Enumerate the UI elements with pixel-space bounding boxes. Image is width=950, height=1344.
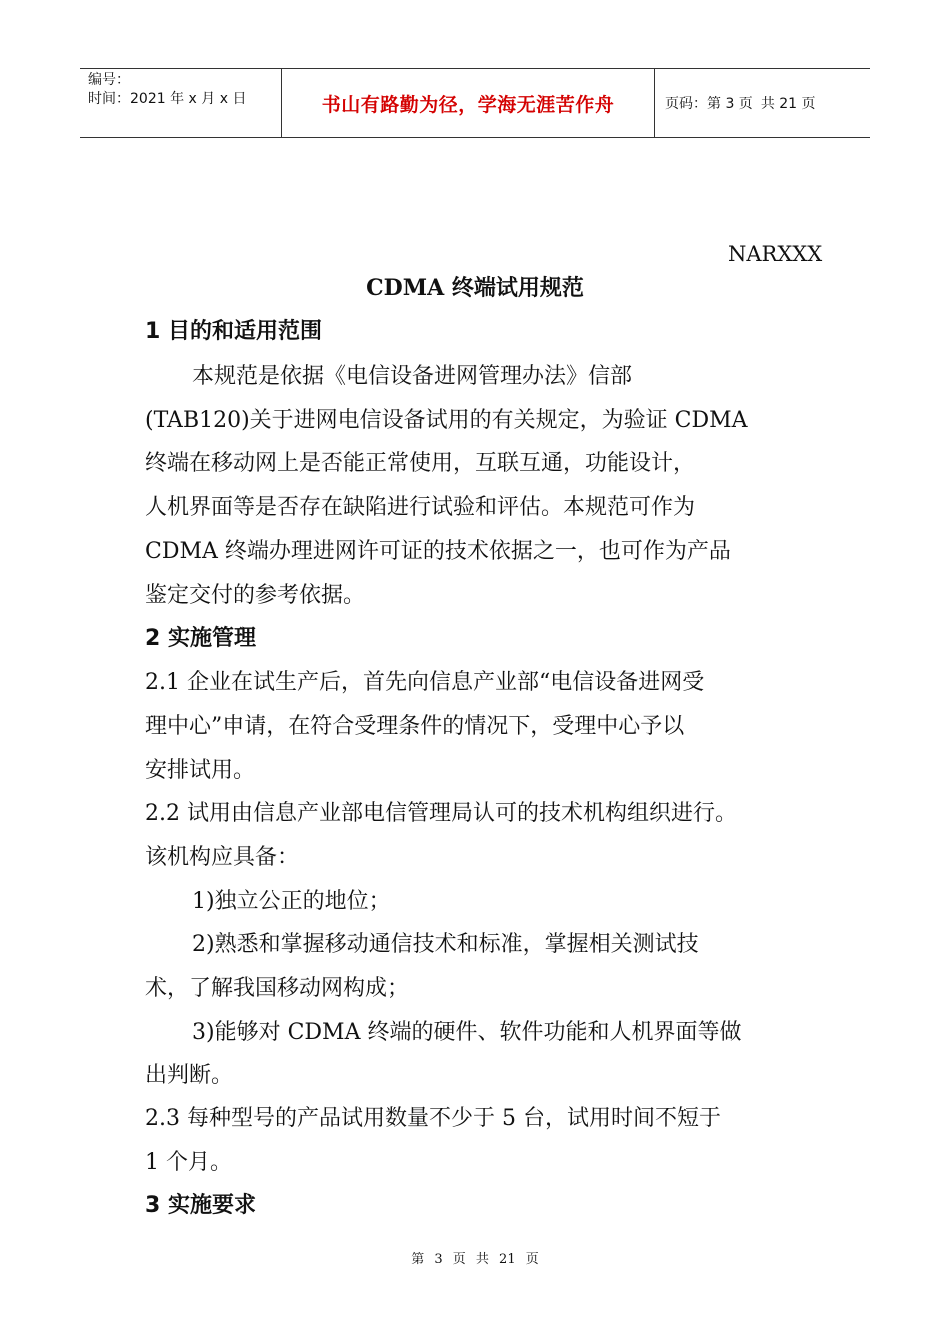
page-footer: 第 3 页 共 21 页 bbox=[411, 1252, 539, 1267]
motto-cell bbox=[282, 69, 655, 137]
paragraph-line: 本规范是依据《电信设备进网管理办法》信部 bbox=[192, 364, 633, 389]
header-table bbox=[80, 68, 870, 138]
list-item: 2)熟悉和掌握移动通信技术和标准，掌握相关测试技 bbox=[192, 932, 699, 957]
paragraph-line: 终端在移动网上是否能正常使用，互联互通，功能设计， bbox=[145, 451, 696, 476]
paragraph-line: 安排试用。 bbox=[145, 758, 256, 783]
paragraph-line: 出判断。 bbox=[145, 1063, 234, 1088]
document-code: NARXXX bbox=[728, 242, 823, 266]
paragraph-line: CDMA 终端办理进网许可证的技术依据之一，也可作为产品 bbox=[145, 539, 731, 564]
page-number-cell bbox=[655, 69, 870, 137]
section-heading: 3 实施要求 bbox=[145, 1193, 256, 1218]
list-item: 1)独立公正的地位； bbox=[192, 889, 391, 914]
page-prefix: 页码：第 3 页 bbox=[665, 96, 753, 112]
paragraph-line: 2.3 每种型号的产品试用数量不少于 5 台，试用时间不短于 bbox=[145, 1106, 721, 1131]
number-label: 编号： bbox=[88, 72, 130, 88]
header-meta-cell bbox=[80, 69, 282, 137]
paragraph-line: 术，了解我国移动网构成； bbox=[145, 976, 410, 1001]
paragraph-line: (TAB120)关于进网电信设备试用的有关规定，为验证 CDMA bbox=[145, 408, 748, 433]
paragraph-line: 2.2 试用由信息产业部电信管理局认可的技术机构组织进行。 bbox=[145, 801, 737, 826]
paragraph-line: 1 个月。 bbox=[145, 1150, 232, 1175]
paragraph-line: 鉴定交付的参考依据。 bbox=[145, 583, 366, 608]
paragraph-line: 2.1 企业在试生产后，首先向信息产业部“电信设备进网受 bbox=[145, 670, 705, 695]
paragraph-line: 人机界面等是否存在缺陷进行试验和评估。本规范可作为 bbox=[145, 495, 696, 520]
page-total: 共 21 页 bbox=[760, 96, 816, 112]
time-label: 时间：2021 年 x 月 x 日 bbox=[88, 91, 247, 107]
motto-text: 书山有路勤为径，学海无涯苦作舟 bbox=[321, 93, 615, 116]
document-title: CDMA 终端试用规范 bbox=[366, 275, 584, 301]
paragraph-line: 理中心”申请，在符合受理条件的情况下，受理中心予以 bbox=[145, 714, 685, 739]
section-heading: 2 实施管理 bbox=[145, 626, 256, 651]
list-item: 3)能够对 CDMA 终端的硬件、软件功能和人机界面等做 bbox=[192, 1020, 742, 1045]
section-heading: 1 目的和适用范围 bbox=[145, 319, 322, 344]
paragraph-line: 该机构应具备： bbox=[145, 845, 300, 870]
